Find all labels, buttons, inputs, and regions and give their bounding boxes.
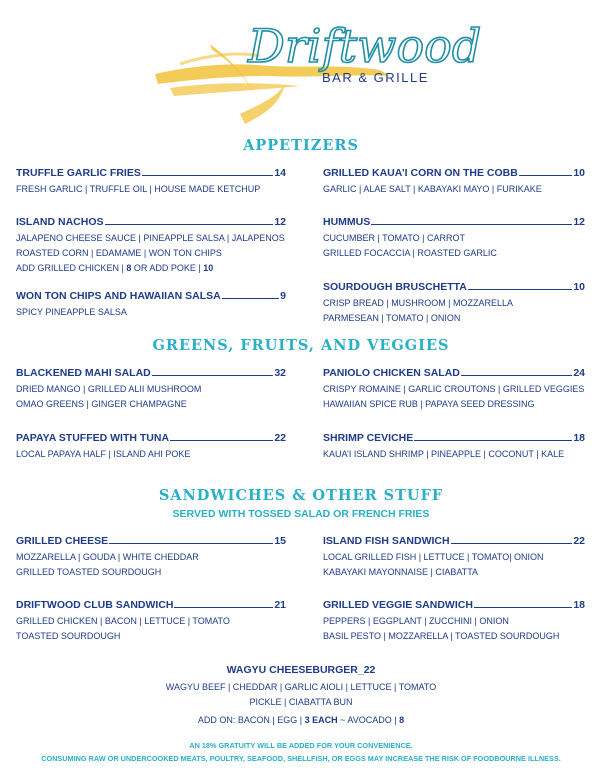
item-name: PANIOLO CHICKEN SALAD	[323, 367, 460, 379]
item-name: BLACKENED MAHI SALAD	[16, 367, 151, 379]
section-title-sandwiches: SANDWICHES & OTHER STUFF	[158, 487, 444, 504]
wagyu-desc-1: WAGYU BEEF | CHEDDAR | GARLIC AIOLI | LETTUCE | TOMATO	[165, 682, 437, 692]
item-price: 22	[573, 535, 585, 547]
item-name: DRIFTWOOD CLUB SANDWICH	[16, 599, 174, 611]
wagyu-addon: ADD ON: BACON | EGG | 3 EACH ~ AVOCADO | 8	[197, 715, 405, 725]
gratuity-notice: AN 18% GRATUITY WILL BE ADDED FOR YOUR CONVENIENCE.	[189, 741, 413, 750]
wagyu-desc-2: PICKLE | CIABATTA BUN	[249, 697, 353, 707]
item-name: ISLAND NACHOS	[16, 216, 104, 228]
item-price: 12	[573, 216, 585, 228]
section-title-appetizers: APPETIZERS	[243, 137, 359, 154]
item-price: 18	[573, 432, 585, 444]
section-title-greens: GREENS, FRUITS, AND VEGGIES	[152, 337, 450, 354]
health-warning: CONSUMING RAW OR UNDERCOOKED MEATS, POULTRY, SEAFOOD, SHELLFISH, OR EGGS MAY INCREASE THE RISK OF FOODBOURNE ILLNESS.	[41, 754, 561, 763]
item-price: 22	[274, 432, 286, 444]
item-name: GRILLED CHEESE	[16, 535, 109, 547]
section-subtitle-sandwiches: SERVED WITH TOSSED SALAD OR FRENCH FRIES	[172, 508, 430, 520]
menu-item-truffle	[16, 167, 286, 197]
item-price: 18	[573, 599, 585, 611]
item-desc: SPICY PINEAPPLE SALSA	[16, 307, 127, 317]
item-desc: ROASTED CORN | EDAMAME | WON TON CHIPS	[16, 247, 222, 258]
menu-item-corn	[323, 167, 585, 197]
menu-item-nachos	[16, 216, 286, 275]
item-desc: CRISPY ROMAINE | GARLIC CROUTONS | GRILLED VEGGIES	[323, 384, 585, 394]
item-name: SOURDOUGH BRUSCHETTA	[323, 281, 467, 293]
menu-item-veggie-sandwich	[323, 599, 585, 644]
item-desc: DRIED MANGO | GRILLED ALII MUSHROOM	[16, 384, 202, 394]
item-desc: KAUA’I ISLAND SHRIMP | PINEAPPLE | COCONUT | KALE	[323, 449, 565, 459]
item-desc: HAWAIIAN SPICE RUB | PAPAYA SEED DRESSING	[323, 398, 535, 409]
item-desc: GRILLED TOASTED SOURDOUGH	[16, 566, 162, 577]
brand-name: Driftwood	[248, 19, 482, 73]
item-price: 15	[274, 535, 286, 547]
item-desc: LOCAL PAPAYA HALF | ISLAND AHI POKE	[16, 449, 191, 459]
menu-item-bruschetta	[323, 281, 585, 326]
item-desc: GARLIC | ALAE SALT | KABAYAKI MAYO | FURIKAKE	[323, 184, 542, 194]
item-desc: GRILLED FOCACCIA | ROASTED GARLIC	[323, 247, 497, 258]
item-price: 14	[274, 167, 286, 179]
item-desc-addon: ADD GRILLED CHICKEN | 8 OR ADD POKE | 10	[16, 262, 214, 273]
item-desc: PARMESEAN | TOMATO | ONION	[323, 312, 461, 323]
item-price: 12	[274, 216, 286, 228]
item-desc: MOZZARELLA | GOUDA | WHITE CHEDDAR	[16, 552, 199, 562]
menu-item-fish-sandwich	[323, 535, 585, 580]
menu-item-paniolo	[323, 367, 585, 412]
item-name: GRILLED KAUA’I CORN ON THE COBB	[323, 167, 518, 179]
menu-item-club-sandwich	[16, 599, 286, 644]
item-desc: JALAPENO CHEESE SAUCE | PINEAPPLE SALSA | JALAPENOS	[16, 233, 285, 243]
item-name: PAPAYA STUFFED WITH TUNA	[16, 432, 170, 444]
item-desc: BASIL PESTO | MOZZARELLA | TOASTED SOURDOUGH	[323, 630, 560, 641]
item-price: 10	[573, 281, 585, 293]
item-price: 24	[573, 367, 585, 379]
item-price: 9	[280, 290, 286, 302]
menu-item-papaya	[16, 432, 286, 462]
item-desc: GRILLED CHICKEN | BACON | LETTUCE | TOMATO	[16, 616, 230, 626]
item-desc: OMAO GREENS | GINGER CHAMPAGNE	[16, 398, 187, 409]
item-name: ISLAND FISH SANDWICH	[323, 535, 450, 547]
menu-item-ceviche	[323, 432, 585, 462]
item-desc: PEPPERS | EGGPLANT | ZUCCHINI | ONION	[323, 616, 509, 626]
item-name: HUMMUS	[323, 216, 371, 228]
item-desc: CUCUMBER | TOMATO | CARROT	[323, 233, 466, 243]
item-name: TRUFFLE GARLIC FRIES	[16, 167, 141, 179]
menu-item-wonton	[16, 290, 286, 320]
item-price: 21	[274, 599, 286, 611]
menu-item-grilled-cheese	[16, 535, 286, 580]
item-desc: KABAYAKI MAYONNAISE | CIABATTA	[323, 566, 479, 577]
menu-item-mahi	[16, 367, 286, 412]
item-desc: TOASTED SOURDOUGH	[16, 630, 121, 641]
item-name: WON TON CHIPS AND HAWAIIAN SALSA	[16, 290, 221, 302]
wagyu-title: WAGYU CHEESEBURGER_22	[226, 664, 376, 676]
item-desc: FRESH GARLIC | TRUFFLE OIL | HOUSE MADE KETCHUP	[16, 184, 261, 194]
item-name: GRILLED VEGGIE SANDWICH	[323, 599, 473, 611]
item-desc: CRISP BREAD | MUSHROOM | MOZZARELLA	[323, 298, 514, 308]
driftwood-logo	[150, 4, 482, 134]
menu-item-hummus	[323, 216, 585, 261]
item-price: 10	[573, 167, 585, 179]
item-desc: LOCAL GRILLED FISH | LETTUCE | TOMATO| ONION	[323, 552, 544, 562]
brand-tagline: BAR & GRILLE	[322, 70, 429, 85]
item-price: 32	[274, 367, 286, 379]
item-name: SHRIMP CEVICHE	[323, 432, 414, 444]
driftwood-logo-art	[150, 4, 482, 134]
